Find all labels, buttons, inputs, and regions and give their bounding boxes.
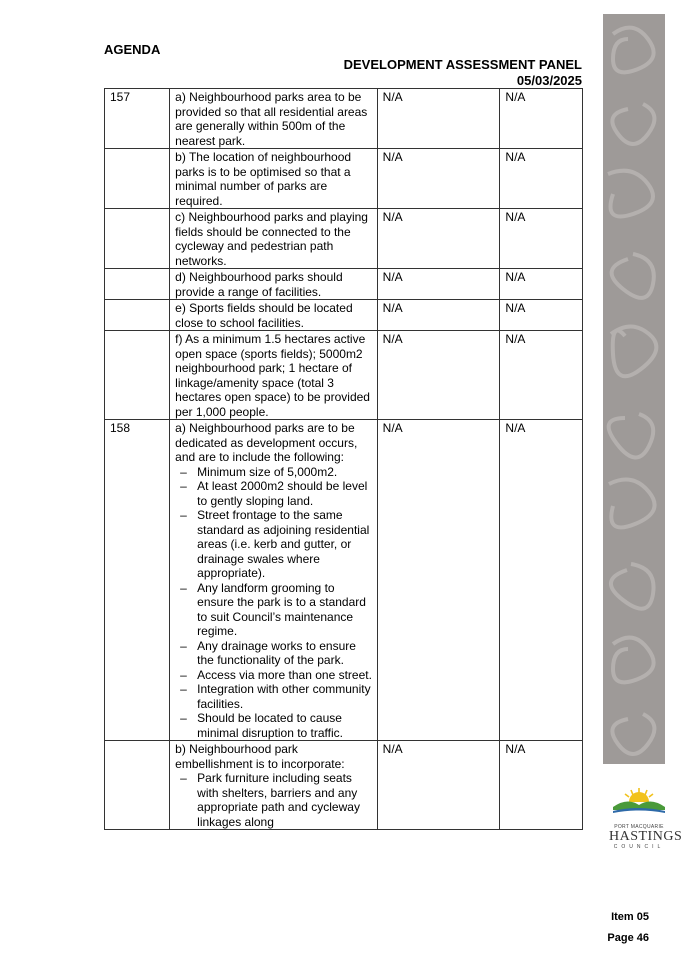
agenda-heading: AGENDA [104, 42, 161, 57]
requirement-list [175, 771, 372, 829]
logo-text-port: PORT MACQUARIE [614, 824, 664, 830]
comment-cell: N/A [500, 741, 583, 830]
panel-title: DEVELOPMENT ASSESSMENT PANEL [343, 57, 582, 72]
list-item: – Any drainage works to ensure the functionality of the park. [175, 639, 372, 668]
clause-number [105, 209, 170, 269]
compliance-cell: N/A [377, 331, 500, 420]
table-row [105, 300, 583, 331]
table-row [105, 209, 583, 269]
list-item: – Access via more than one street. [175, 668, 372, 683]
clause-text: f) As a minimum 1.5 hectares active open space (sports fields); 5000m2 neighbourhood park; 1 hectare of linkage/amenity space (total 3 hectares open space) to be provided per 1,000 people. [170, 331, 377, 420]
list-item: – Street frontage to the same standard as adjoining residential areas (i.e. kerb and gutter, or drainage swales where appropriate). [175, 508, 372, 581]
comment-cell: N/A [500, 269, 583, 300]
council-logo [609, 785, 683, 850]
table-row [105, 149, 583, 209]
list-item: – At least 2000m2 should be level to gently sloping land. [175, 479, 372, 508]
clause-text: d) Neighbourhood parks should provide a range of facilities. [170, 269, 377, 300]
item-number: Item 05 [611, 911, 649, 923]
clause-number [105, 331, 170, 420]
logo-text-hastings: HASTINGS [609, 829, 683, 844]
clause-number: 158 [105, 420, 170, 741]
comment-cell: N/A [500, 420, 583, 741]
clause-number [105, 741, 170, 830]
comment-cell: N/A [500, 209, 583, 269]
clause-text: b) Neighbourhood park embellishment is to incorporate: [175, 742, 345, 771]
comment-cell: N/A [500, 331, 583, 420]
compliance-cell: N/A [377, 269, 500, 300]
assessment-table [104, 88, 583, 830]
table-row [105, 331, 583, 420]
logo-text-council: COUNCIL [613, 844, 665, 850]
swirl-pattern [603, 14, 665, 764]
list-item: – Any landform grooming to ensure the park is to a standard to suit Council’s maintenance regime. [175, 581, 372, 639]
table-row [105, 269, 583, 300]
list-item: – Integration with other community facilities. [175, 682, 372, 711]
clause-number [105, 269, 170, 300]
compliance-cell: N/A [377, 149, 500, 209]
clause-number [105, 300, 170, 331]
requirement-list [175, 465, 372, 741]
table-row [105, 89, 583, 149]
sun-hills-logo-icon [609, 785, 669, 817]
comment-cell: N/A [500, 89, 583, 149]
decorative-sidebar [603, 14, 665, 764]
clause-text-block [170, 741, 377, 830]
table-row [105, 741, 583, 830]
comment-cell: N/A [500, 300, 583, 331]
table-row [105, 420, 583, 741]
list-item: – Minimum size of 5,000m2. [175, 465, 372, 480]
compliance-cell: N/A [377, 209, 500, 269]
list-item: – Should be located to cause minimal disruption to traffic. [175, 711, 372, 740]
compliance-cell: N/A [377, 741, 500, 830]
compliance-cell: N/A [377, 420, 500, 741]
clause-number: 157 [105, 89, 170, 149]
clause-text: c) Neighbourhood parks and playing fields should be connected to the cycleway and pedestrian path networks. [170, 209, 377, 269]
clause-text: e) Sports fields should be located close to school facilities. [170, 300, 377, 331]
page-number: Page 46 [607, 932, 649, 944]
clause-text-block [170, 420, 377, 741]
compliance-cell: N/A [377, 300, 500, 331]
compliance-cell: N/A [377, 89, 500, 149]
list-item: – Park furniture including seats with shelters, barriers and any appropriate path and cycleway linkages along [175, 771, 372, 829]
clause-text: a) Neighbourhood parks area to be provided so that all residential areas are generally within 500m of the nearest park. [170, 89, 377, 149]
clause-text: a) Neighbourhood parks are to be dedicated as development occurs, and are to include the following: [175, 421, 358, 464]
clause-text: b) The location of neighbourhood parks is to be optimised so that a minimal number of parks are required. [170, 149, 377, 209]
comment-cell: N/A [500, 149, 583, 209]
clause-number [105, 149, 170, 209]
meeting-date: 05/03/2025 [516, 73, 582, 88]
